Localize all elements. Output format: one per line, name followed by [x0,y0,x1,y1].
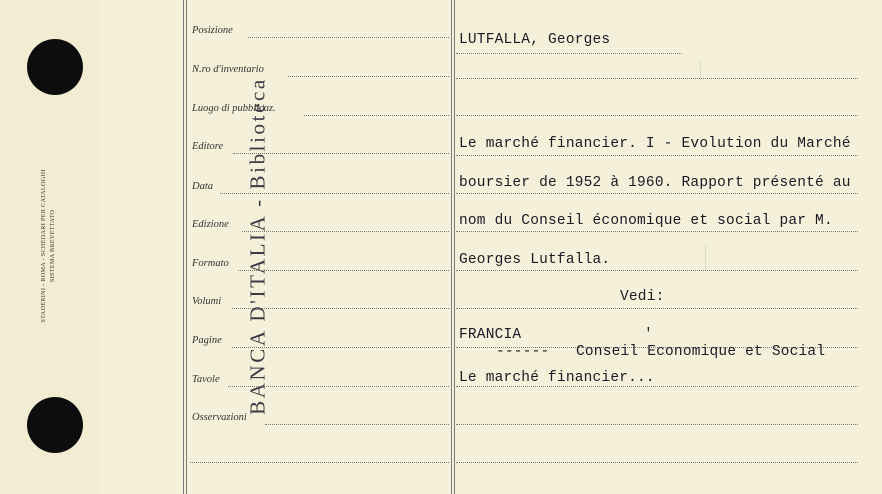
dotted-line [304,115,449,116]
dotted-line [242,231,449,232]
dotted-line [456,231,858,232]
divider-line [451,0,452,494]
dotted-line [238,270,449,271]
paper-mark [700,60,701,80]
punch-hole-bottom [27,397,83,453]
dotted-line [288,76,449,77]
dotted-line [456,308,858,309]
dotted-line [248,37,449,38]
dotted-line [228,386,449,387]
field-label-luogo: Luogo di pubblicaz. [192,103,276,114]
dotted-line [232,347,449,348]
entry-subject-mark: ' [644,327,653,343]
dotted-line [456,462,858,463]
entry-title-line-2: boursier de 1952 à 1960. Rapport présenté au [459,175,851,191]
dotted-line [220,193,449,194]
entry-title-line-1: Le marché financier. I - Evolution du Marché [459,136,851,152]
entry-title-line-4: Georges Lutfalla. [459,252,611,268]
divider-line [183,0,184,494]
field-label-formato: Formato [192,258,229,269]
entry-author: LUTFALLA, Georges [459,32,611,48]
entry-vedi: Vedi: [620,289,665,305]
divider-line [454,0,455,494]
field-label-posizione: Posizione [192,25,233,36]
field-label-data: Data [192,181,213,192]
printer-line-1: STADERINI - ROMA - SCHEDARI PER CATALOGHI [40,169,47,323]
printer-imprint [39,169,57,322]
dotted-line [456,386,858,387]
dotted-line [233,153,449,154]
dotted-line [456,53,682,54]
dotted-line [456,78,858,79]
entry-subsubject-dash: ------ [496,344,550,360]
entry-subject: FRANCIA [459,327,522,343]
dotted-line [456,115,858,116]
entry-subsubject: Conseil Economique et Social [576,344,826,360]
field-label-pagine: Pagine [192,335,222,346]
field-label-tavole: Tavole [192,374,220,385]
dotted-line [232,308,449,309]
field-label-edizione: Edizione [192,219,229,230]
field-label-volumi: Volumi [192,296,222,307]
dotted-line [456,155,858,156]
punch-hole-top [27,39,83,95]
card-stub [0,0,100,494]
divider-line [186,0,187,494]
field-label-editore: Editore [192,141,224,152]
paper-mark [705,245,706,270]
field-label-osservazioni: Osservazioni [192,412,247,423]
entry-title-line-3: nom du Conseil économique et social par M. [459,213,833,229]
entry-short-title: Le marché financier... [459,370,655,386]
dotted-line [456,424,858,425]
dotted-line [190,462,449,463]
dotted-line [456,193,858,194]
field-label-inventario: N.ro d'inventario [192,64,264,75]
dotted-line [265,424,449,425]
printer-line-2: SISTEMA BREVETTATO [49,209,56,283]
bank-title: BANCA D'ITALIA - Biblioteca [245,77,270,415]
dotted-line [456,270,858,271]
